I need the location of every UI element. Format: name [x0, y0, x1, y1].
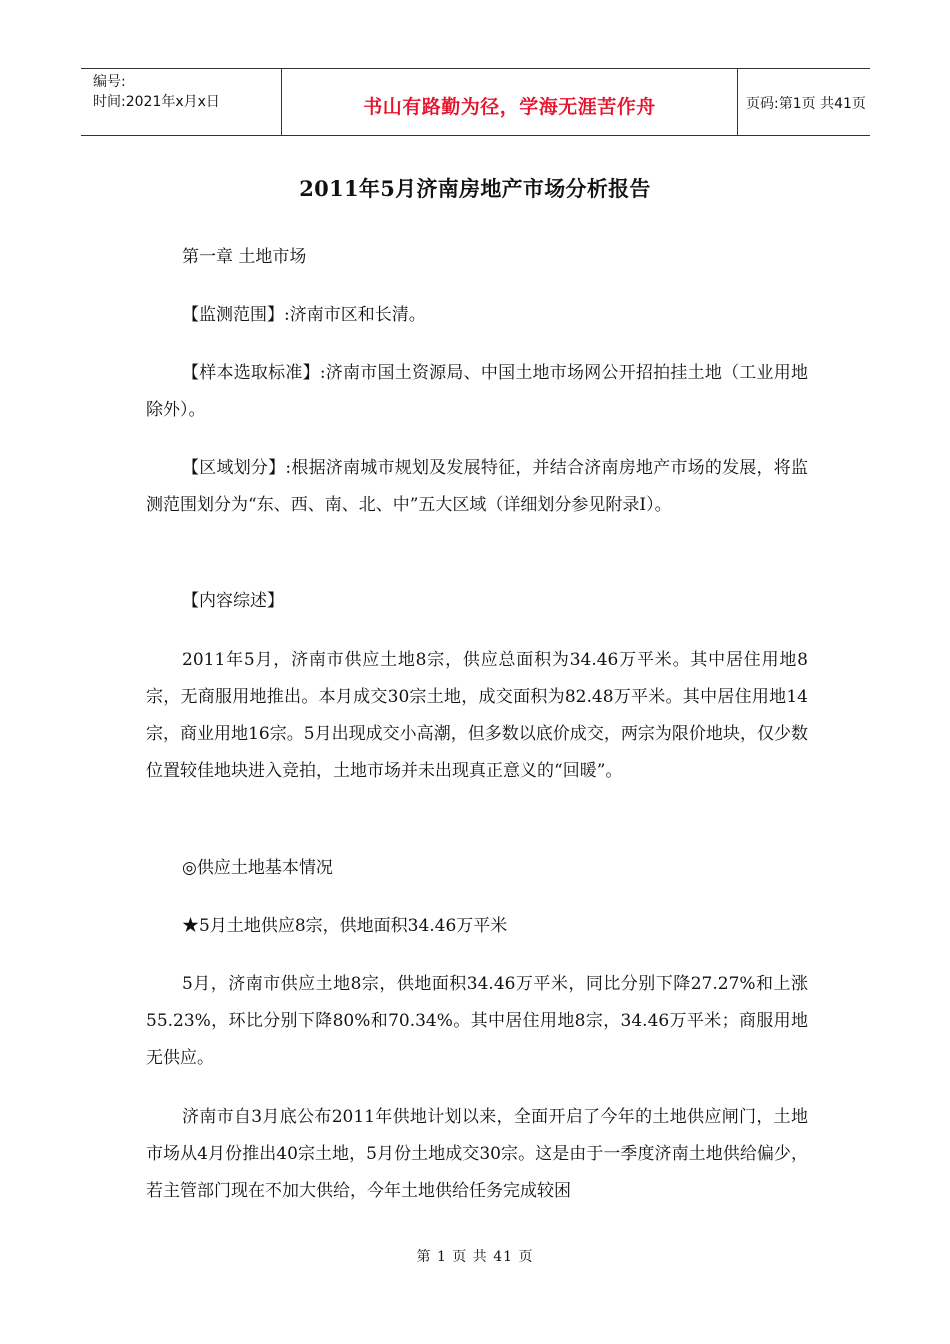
- header-page-info: 页码:第1页 共41页: [746, 96, 866, 112]
- header-motto: 书山有路勤为径，学海无涯苦作舟: [281, 69, 738, 135]
- document-number-label: 编号:: [93, 74, 126, 90]
- paragraph-sample-criteria: 【样本选取标准】:济南市国土资源局、中国土地市场网公开招拍挂土地（工业用地除外）。: [146, 363, 808, 420]
- page-footer: 第 1 页 共 41 页: [416, 1249, 534, 1265]
- chapter-heading: 第一章 土地市场: [182, 247, 307, 267]
- document-title: 2011年5月济南房地产市场分析报告: [299, 176, 651, 201]
- paragraph-supply-plan: 济南市自3月底公布2011年供地计划以来，全面开启了今年的土地供应闸门，土地市场从4月份推出40宗土地，5月份土地成交30宗。这是由于一季度济南土地供给偏少，若主管部门现在不加大供给，今年土地供给任务完成较困: [146, 1107, 808, 1201]
- paragraph-region-division: 【区域划分】:根据济南城市规划及发展特征，并结合济南房地产市场的发展，将监测范围划分为“东、西、南、北、中”五大区域（详细划分参见附录Ⅰ）。: [146, 458, 808, 515]
- subheading-supply-may: ★5月土地供应8宗，供地面积34.46万平米: [182, 916, 508, 936]
- document-header: [81, 68, 870, 136]
- section-heading-summary: 【内容综述】: [182, 591, 284, 611]
- paragraph-summary: 2011年5月，济南市供应土地8宗，供应总面积为34.46万平米。其中居住用地8宗，无商服用地推出。本月成交30宗土地，成交面积为82.48万平米。其中居住用地14宗，商业用地16宗。5月出现成交小高潮，但多数以底价成交，两宗为限价地块，仅少数位置较佳地块进入竞拍，土地市场并未出现真正意义的“回暖”。: [146, 650, 808, 781]
- document-time-label: 时间:2021年x月x日: [93, 94, 220, 110]
- paragraph-monitoring-scope: 【监测范围】:济南市区和长清。: [182, 305, 426, 325]
- paragraph-supply-detail: 5月，济南市供应土地8宗，供地面积34.46万平米，同比分别下降27.27%和上涨55.23%，环比分别下降80%和70.34%。其中居住用地8宗，34.46万平米；商服用地无供应。: [146, 974, 808, 1068]
- header-meta: [81, 69, 281, 135]
- section-heading-supply: ◎供应土地基本情况: [182, 858, 333, 878]
